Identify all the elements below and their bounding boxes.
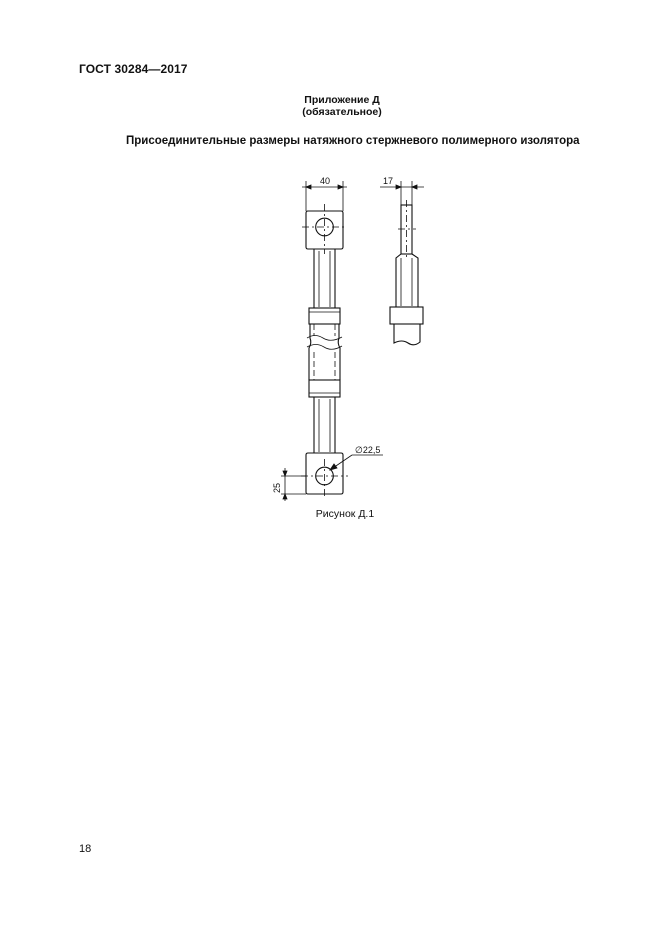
page-number: 18 xyxy=(79,843,92,855)
dimension-thickness-label: 17 xyxy=(382,176,394,186)
lower-sleeve xyxy=(309,380,340,397)
appendix-status: (обязательное) xyxy=(302,106,382,118)
figure-caption: Рисунок Д.1 xyxy=(315,508,375,520)
dimension-width-label: 40 xyxy=(319,176,331,186)
dimension-hole-label: ∅22,5 xyxy=(355,445,381,455)
side-view-sleeve xyxy=(390,307,423,324)
document-code: ГОСТ 30284—2017 xyxy=(79,62,188,76)
dimension-offset-label: 25 xyxy=(272,482,282,494)
section-title: Присоединительные размеры натяжного стержневого полимерного изолятора xyxy=(126,135,580,147)
upper-sleeve xyxy=(309,308,340,324)
appendix-title: Приложение Д xyxy=(304,94,380,106)
